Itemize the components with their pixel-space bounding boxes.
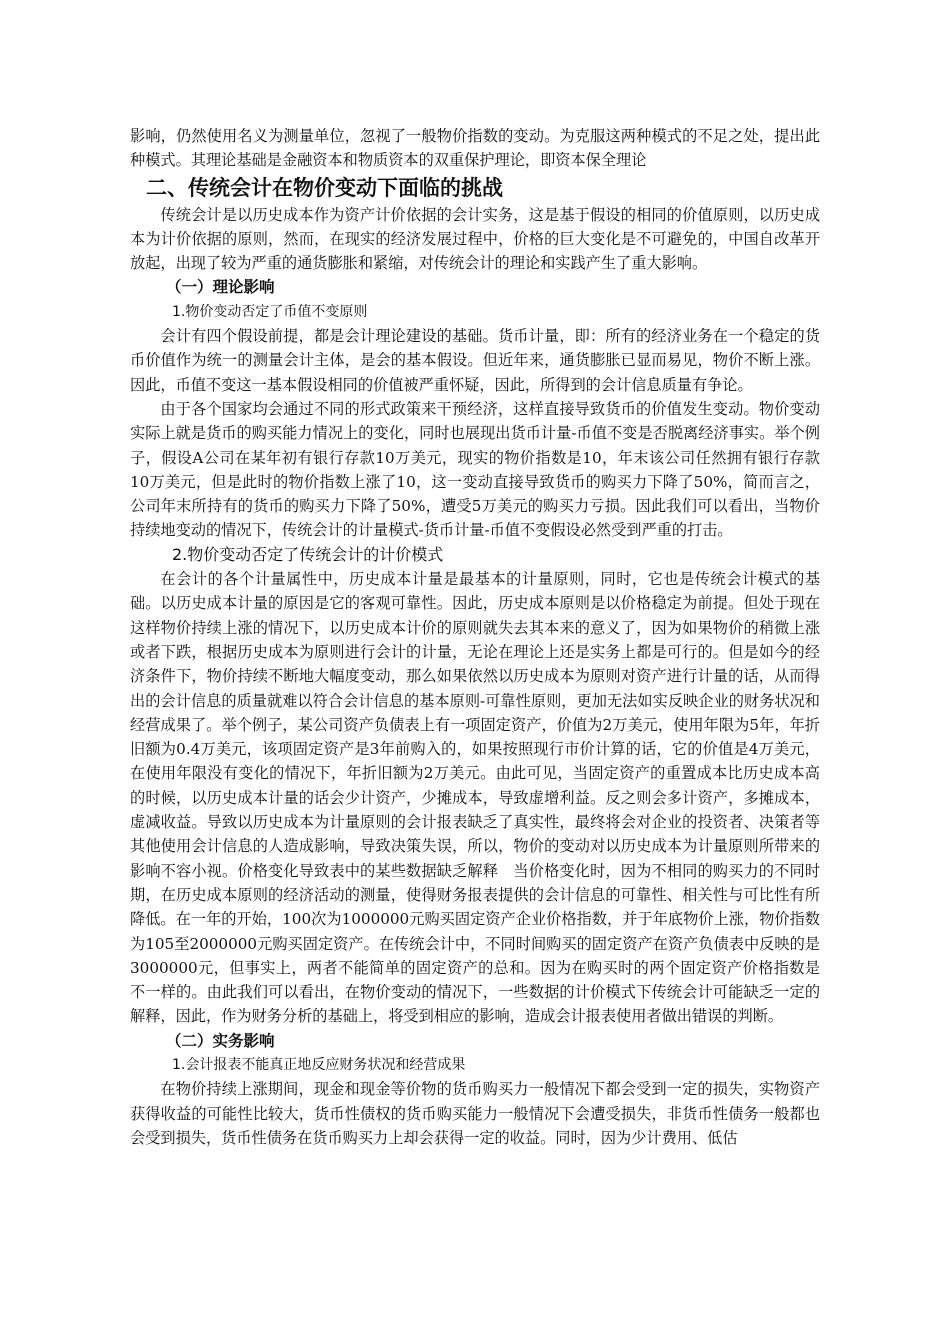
section-heading-challenges: 二、传统会计在物价变动下面临的挑战 [146,175,503,200]
paragraph-traditional-accounting: 传统会计是以历史成本作为资产计价依据的会计实务，这是基于假设的相同的价值原则，以历史成本为计价依据的原则，然而，在现实的经济发展过程中，价格的巨大变化是不可避免的，中国自改革开放起，出现了较为严重的通货膨胀和紧缩，对传统会计的理论和实践产生了重大影响。 [130,205,820,273]
document-body [130,124,820,1150]
subsection-heading-theory: （一）理论影响 [166,278,275,297]
paragraph-monetary-items: 在物价持续上涨期间，现金和现金等价物的货币购买力一般情况下都会受到一定的损失，实物资产获得收益的可能性比较大，货币性债权的货币购买能力一般情况下会遭受损失，非货币性债务一般都也会受到损失，货币性债务在货币购买力上却会获得一定的收益。同时，因为少计费用、低估 [130,1080,820,1147]
paragraph-purchasing-power: 由于各个国家均会通过不同的形式政策来干预经济，这样直接导致货币的价值发生变动。物价变动实际上就是货币的购买能力情况上的变化，同时也展现出货币计量-币值不变是否脱离经济事实。举个例子，假设A公司在某年初有银行存款10万美元，现实的物价指数是10，年末该公司任然拥有银行存款10万美元，但是此时的物价指数上涨了10，这一变动直接导致货币的购买力下降了50%，简而言之，公司年末所持有的货币的购买力下降了50%，遭受5万美元的购买力亏损。因此我们可以看出，当物价持续地变动的情况下，传统会计的计量模式-货币计量-币值不变假设必然受到严重的打击。 [130,399,820,540]
subsection-heading-practice: （二）实务影响 [166,1031,275,1050]
item-heading-currency-value: 1.物价变动否定了币值不变原则 [172,303,368,320]
paragraph-historical-cost: 在会计的各个计量属性中，历史成本计量是最基本的计量原则，同时，它也是传统会计模式的基础。以历史成本计量的原因是它的客观可靠性。因此，历史成本原则是以价格稳定为前提。但处于现在这样物价持续上涨的情况下，以历史成本计价的原则就失去其本来的意义了，因为如果物价的稍微上涨或者下跌，根据历史成本为原则进行会计的计量，无论在理论上还是实务上都是可行的。但是如今的经济条件下，物价持续不断地大幅度变动，那么如果依然以历史成本为原则对资产进行计量的话，从而得出的会计信息的质量就难以符合会计信息的基本原则-可靠性原则，更加无法如实反映企业的财务状况和经营成果了。举个例子，某公司资产负债表上有一项固定资产，价值为2万美元，使用年限为5年，年折旧额为0.4万美元，该项固定资产是3年前购入的，如果按照现行市价计算的话，它的价值是4万美元，在使用年限没有变化的情况下，年折旧额为2万美元。由此可见，当固定资产的重置成本比历史成本高的时候，以历史成本计量的话会少计资产，少摊成本，导致虚增利益。反之则会多计资产，多摊成本，虚减收益。导致以历史成本为计量原则的会计报表缺乏了真实性，最终将会对企业的投资者、决策者等其他使用会计信息的人造成影响，导致决策失误，所以，物价的变动对以历史成本为计量原则所带来的影响不容小视。价格变化导致表中的某些数据缺乏解释 当价格变化时，因为不相同的购买力的不同时期，在历史成本原则的经济活动的测量，使得财务报表提供的会计信息的可靠性、相关性与可比性有所降低。在一年的开始，100次为1000000元购买固定资产企业价格指数，并于年底物价上涨，物价指数为105至2000000元购买固定资产。在传统会计中，不同时间购买的固定资产在资产负债表中反映的是3000000元，但事实上，两者不能简单的固定资产的总和。因为在购买时的两个固定资产价格指数是不一样的。由此我们可以看出，在物价变动的情况下，一些数据的计价模式下传统会计可能缺乏一定的解释，因此，作为财务分析的基础上，将受到相应的影响，造成会计报表使用者做出错误的判断。 [130,570,820,1026]
item-heading-financial-statements: 1.会计报表不能真正地反应财务状况和经营成果 [172,1056,466,1073]
paragraph-intro-continued: 影响，仍然使用名义为测量单位，忽视了一般物价指数的变动。为克服这两种模式的不足之处，提出此种模式。其理论基础是金融资本和物质资本的双重保护理论，即资本保全理论 [130,127,820,170]
paragraph-assumptions: 会计有四个假设前提，都是会计理论建设的基础。货币计量，即：所有的经济业务在一个稳定的货币价值作为统一的测量会计主体，是会的基本假设。但近年来，通货膨胀已显而易见，物价不断上涨。因此，币值不变这一基本假设相同的价值被严重怀疑，因此，所得到的会计信息质量有争论。 [130,327,820,394]
item-heading-valuation-model: 2.物价变动否定了传统会计的计价模式 [172,544,444,564]
